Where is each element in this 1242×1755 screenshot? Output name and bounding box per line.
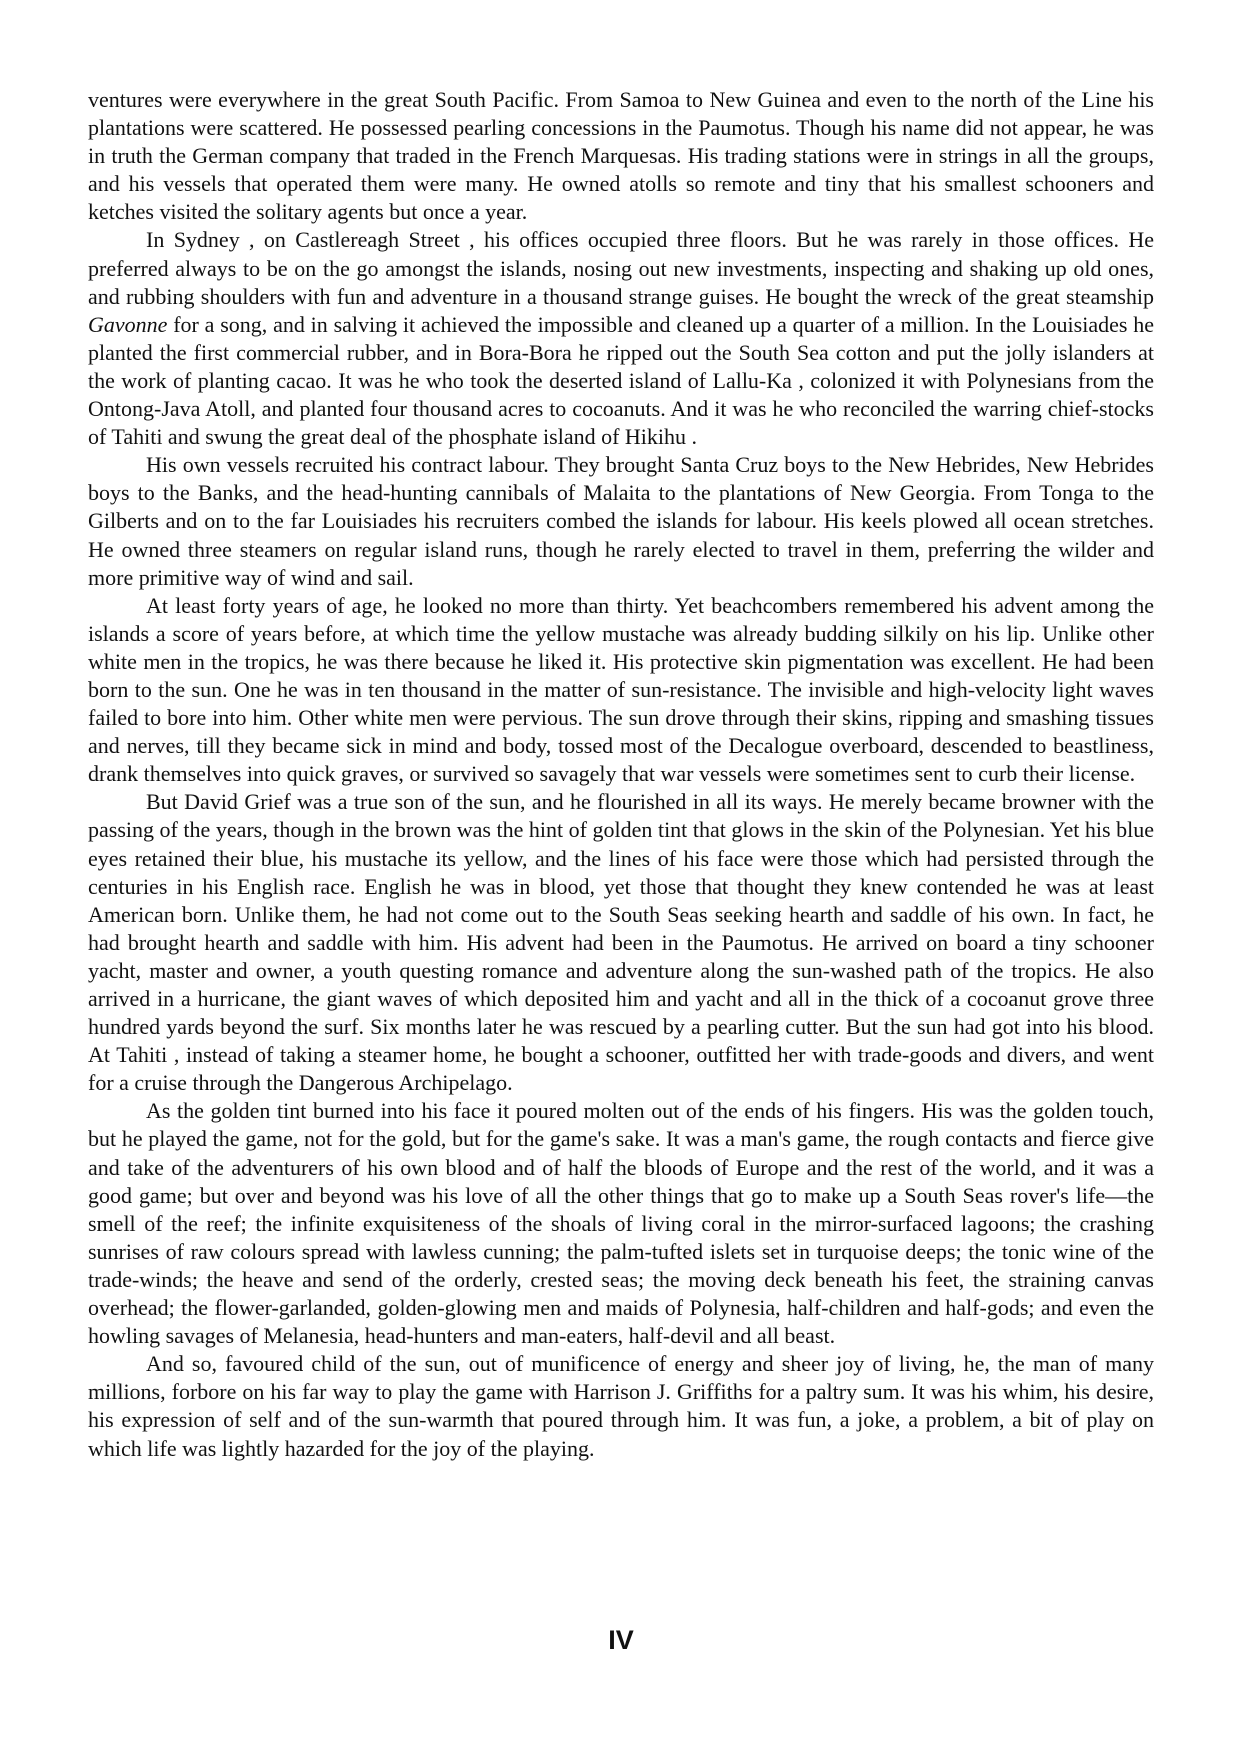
paragraph-2-part-1: In Sydney , on Castlereagh Street , his offices occupied three floors. But he was rarely in those offices. He preferred always to be on the go amongst the islands, nosing out new investments, inspecting and shaking up old ones, and rubbing shoulders with fun and adventure in a thousand strange guises. He bought the wreck of the great steamship bbox=[88, 227, 1154, 309]
paragraph-2 bbox=[88, 226, 1154, 451]
paragraph-4: At least forty years of age, he looked no more than thirty. Yet beachcombers remembered his advent among the islands a score of years before, at which time the yellow mustache was already budding silkily on his lip. Unlike other white men in the tropics, he was there because he liked it. His protective skin pigmentation was excellent. He had been born to the sun. One he was in ten thousand in the matter of sun-resistance. The invisible and high-velocity light waves failed to bore into him. Other white men were pervious. The sun drove through their skins, ripping and smashing tissues and nerves, till they became sick in mind and body, tossed most of the Decalogue overboard, descended to beastliness, drank themselves into quick graves, or survived so savagely that war vessels were sometimes sent to curb their license. bbox=[88, 592, 1154, 787]
page-body bbox=[88, 86, 1154, 1463]
paragraph-3: His own vessels recruited his contract labour. They brought Santa Cruz boys to the New Hebrides, New Hebrides boys to the Banks, and the head-hunting cannibals of Malaita to the plantations of New Georgia. From Tonga to the Gilberts and on to the far Louisiades his recruiters combed the islands for labour. His keels plowed all ocean stretches. He owned three steamers on regular island runs, though he rarely elected to travel in them, preferring the wilder and more primitive way of wind and sail. bbox=[88, 452, 1154, 590]
paragraph-2-part-2: for a song, and in salving it achieved the impossible and cleaned up a quarter of a million. In the Louisiades he planted the first commercial rubber, and in Bora-Bora he ripped out the South Sea cotton and put the jolly islanders at the work of planting cacao. It was he who took the deserted island of Lallu-Ka , colonized it with Polynesians from the Ontong-Java Atoll, and planted four thousand acres to cocoanuts. And it was he who reconciled the warring chief-stocks of Tahiti and swung the great deal of the phosphate island of Hikihu . bbox=[88, 311, 1154, 450]
paragraph-1: ventures were everywhere in the great South Pacific. From Samoa to New Guinea and even to the north of the Line his plantations were scattered. He possessed pearling concessions in the Paumotus. Though his name did not appear, he was in truth the German company that traded in the French Marquesas. His trading stations were in strings in all the groups, and his vessels that operated them were many. He owned atolls so remote and tiny that his smallest schooners and ketches visited the solitary agents but once a year. bbox=[88, 87, 1154, 225]
ship-name-gavonne: Gavonne bbox=[88, 311, 168, 337]
paragraph-6: As the golden tint burned into his face it poured molten out of the ends of his fingers. His was the golden touch, but he played the game, not for the gold, but for the game's sake. It was a man's game, the rough contacts and fierce give and take of the adventurers of his own blood and of half the bloods of Europe and the rest of the world, and it was a good game; but over and beyond was his love of all the other things that go to make up a South Seas rover's life—the smell of the reef; the infinite exquisiteness of the shoals of living coral in the mirror-surfaced lagoons; the crashing sunrises of raw colours spread with lawless cunning; the palm-tufted islets set in turquoise deeps; the tonic wine of the trade-winds; the heave and send of the orderly, crested seas; the moving deck beneath his feet, the straining canvas overhead; the flower-garlanded, golden-glowing men and maids of Polynesia, half-children and half-gods; and even the howling savages of Melanesia, head-hunters and man-eaters, half-devil and all beast. bbox=[88, 1098, 1154, 1349]
paragraph-7: And so, favoured child of the sun, out of munificence of energy and sheer joy of living, he, the man of many millions, forbore on his far way to play the game with Harrison J. Griffiths for a paltry sum. It was his whim, his desire, his expression of self and of the sun-warmth that poured through him. It was fun, a joke, a problem, a bit of play on which life was lightly hazarded for the joy of the playing. bbox=[88, 1351, 1154, 1461]
chapter-heading: IV bbox=[608, 1625, 634, 1655]
paragraph-5: But David Grief was a true son of the sun, and he flourished in all its ways. He merely became browner with the passing of the years, though in the brown was the hint of golden tint that glows in the skin of the Polynesian. Yet his blue eyes retained their blue, his mustache its yellow, and the lines of his face were those which had persisted through the centuries in his English race. English he was in blood, yet those that thought they knew contended he was at least American born. Unlike them, he had not come out to the South Seas seeking hearth and saddle of his own. In fact, he had brought hearth and saddle with him. His advent had been in the Paumotus. He arrived on board a tiny schooner yacht, master and owner, a youth questing romance and adventure along the sun-washed path of the tropics. He also arrived in a hurricane, the giant waves of which deposited him and yacht and all in the thick of a cocoanut grove three hundred yards beyond the surf. Six months later he was rescued by a pearling cutter. But the sun had got into his blood. At Tahiti , instead of taking a steamer home, he bought a schooner, outfitted her with trade-goods and divers, and went for a cruise through the Dangerous Archipelago. bbox=[88, 789, 1154, 1096]
